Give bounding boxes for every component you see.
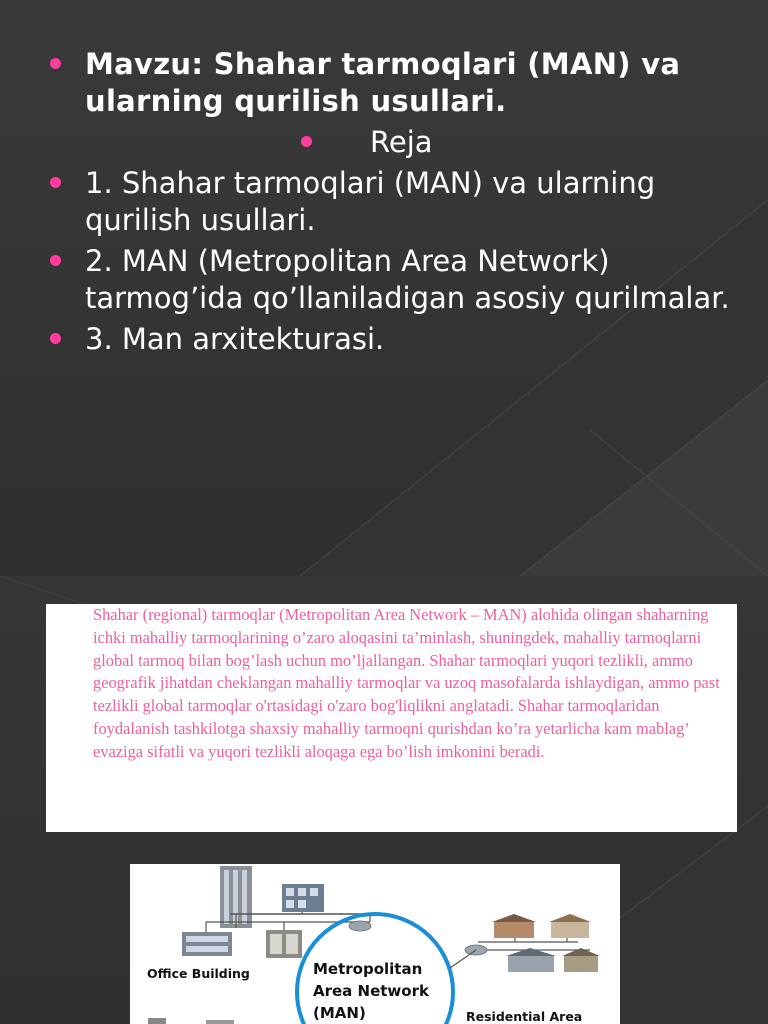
- definition-textbox: [46, 604, 737, 832]
- circle-label-line3: (MAN): [313, 1004, 366, 1022]
- circle-label-line2: Area Network: [313, 982, 429, 1000]
- residential-area-label: Residential Area: [466, 1009, 583, 1024]
- man-diagram-illustration: [130, 864, 620, 1024]
- agenda-item-3: 3. Man arxitekturasi.: [48, 321, 738, 358]
- bullet-icon: [301, 136, 312, 147]
- definition-paragraph: Shahar (regional) tarmoqlar (Metropolitan Area Network – MAN) alohida olingan shaharning ichki mahalliy tarmoqlarining o’zaro aloqasini ta’minlash, shuningdek, mahalliy tarmoqlarni global tarmoq bilan bog’lash uchun mo’ljallangan. Shahar tarmoqlari yuqori tezlikli, ammo geografik jihatdan cheklangan mahalliy tarmoqlar va uzoq masofalarda ishlaydigan, ammo past tezlikli global tarmoqlar o'rtasidagi o'zaro bog'liqlikni anglatadi. Shahar tarmoqlaridan foydalanish tashkilotga shaxsiy mahalliy tarmoqni qurishdan ko’ra yetarlicha kam mablag’ evaziga sifatli va yuqori tezlikli aloqaga ega bo’lish imkonini beradi.: [93, 605, 720, 761]
- house-icon: [562, 948, 600, 972]
- agenda-item-1: 1. Shahar tarmoqlari (MAN) va ularning qurilish usullari.: [48, 165, 738, 239]
- circle-label-line1: Metropolitan: [313, 960, 423, 978]
- office-building-label: Office Building: [147, 966, 250, 981]
- house-icon: [549, 914, 591, 938]
- bullet-icon: [50, 333, 61, 344]
- house-icon: [492, 914, 536, 938]
- agenda-item-2: 2. MAN (Metropolitan Area Network) tarmog’ida qo’llaniladigan asosiy qurilmalar.: [48, 243, 738, 317]
- topic-bullet: Mavzu: Shahar tarmoqlari (MAN) va ularning qurilish usullari.: [48, 46, 738, 120]
- agenda-list: [48, 46, 738, 362]
- bullet-icon: [50, 255, 61, 266]
- bullet-icon: [50, 177, 61, 188]
- plan-bullet: Reja: [336, 124, 738, 161]
- router-icon: [349, 921, 371, 931]
- office-icon: [282, 884, 324, 912]
- bullet-icon: [50, 58, 61, 69]
- house-icon: [506, 948, 556, 972]
- office-building-icon: [182, 932, 232, 956]
- office-building-icon: [266, 930, 302, 958]
- man-diagram: [130, 864, 620, 1024]
